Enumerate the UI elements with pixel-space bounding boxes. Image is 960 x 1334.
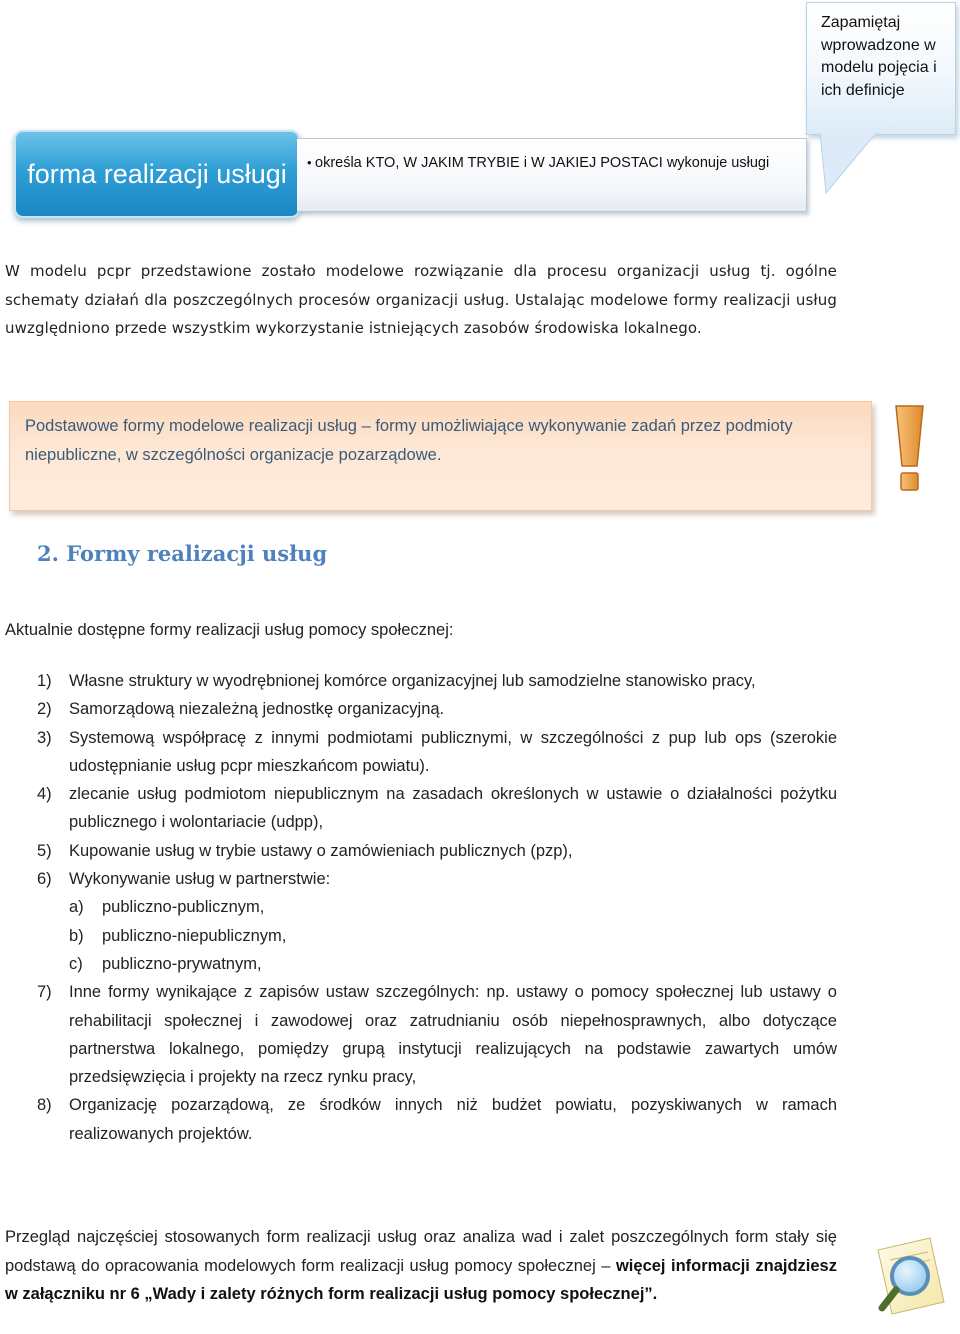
- list-item: 5) Kupowanie usług w trybie ustawy o zamówieniach publicznych (pzp),: [37, 841, 573, 860]
- list-item: 8) Organizację pozarządową, ze środków innych niż budżet powiatu, pozyskiwanych w ramach realizowanych projektów.: [37, 1096, 837, 1143]
- callout-tail-shape: [818, 133, 878, 195]
- sublist-item: b) publiczno-niepublicznym,: [69, 926, 287, 945]
- closing-paragraph: Przegląd najczęściej stosowanych form realizacji usług oraz analiza wad i zalet poszczególnych form stały się podstawą do opracowania modelowych form realizacji usług pomocy społecznej – więcej informacji znajdziesz w załączniku nr 6 „Wady i zalety różnych form realizacji usług pomocy społecznej”.: [5, 1228, 837, 1303]
- definition-term: forma realizacji usługi: [27, 159, 287, 189]
- closing-bold-reference: więcej informacji znajdziesz w załączniku nr 6 „Wady i zalety różnych form realizacji usług pomocy społecznej”.: [5, 1256, 837, 1303]
- definition-description-box: [297, 138, 807, 212]
- sublist-item: a) publiczno-publicznym,: [69, 898, 265, 917]
- section-title: Formy realizacji usług: [66, 541, 328, 566]
- list-item: 2) Samorządową niezależną jednostkę organizacyjną.: [37, 700, 445, 719]
- list-item: 1) Własne struktury w wyodrębnionej komórce organizacyjnej lub samodzielne stanowisko pracy,: [37, 672, 756, 690]
- reminder-callout: [806, 2, 956, 135]
- section-number: 2.: [37, 541, 59, 566]
- list-item: 7) Inne formy wynikające z zapisów ustaw szczególnych: np. ustawy o pomocy społecznej lub ustawy o rehabilitacji społecznej i zawodowej oraz zatrudnianiu osób niepełnosprawnych, albo dotyczące partnerstwa lokalnego, pomiędzy grupą instytucji realizujących na podstawie zawartych umów przedsięwzięcia i projekty na rzecz rynku pracy,: [37, 983, 837, 1087]
- list-item: 3) Systemową współpracę z innymi podmiotami publicznymi, w szczególności z pup lub ops (szerokie udostępnianie usług pcpr mieszkańcom powiatu).: [37, 728, 837, 775]
- magnifier-icon: [870, 1232, 952, 1320]
- bullet-icon: •: [307, 155, 312, 170]
- forms-list: [37, 667, 837, 1148]
- definition-description: określa KTO, W JAKIM TRYBIE i W JAKIEJ POSTACI wykonuje usługi: [315, 155, 770, 171]
- sublist-item: c) publiczno-prywatnym,: [69, 954, 262, 973]
- list-item: 4) zlecanie usług podmiotom niepublicznym na zasadach określonych w ustawie o działalności pożytku publicznego i wolontariacie (udpp),: [37, 785, 837, 832]
- exclamation-icon: [893, 404, 925, 494]
- section-intro: Aktualnie dostępne formy realizacji usług pomocy społecznej:: [5, 621, 454, 639]
- section-heading: [37, 541, 327, 566]
- highlight-note-text: Podstawowe formy modelowe realizacji usług – formy umożliwiające wykonywanie zadań przez podmioty niepubliczne, w szczególności organizacje pozarządowe.: [25, 417, 793, 464]
- list-item: 6) Wykonywanie usług w partnerstwie: a) publiczno-publicznym, b) publiczno-niepublicznym, c) publiczno-prywatnym,: [37, 865, 837, 978]
- callout-text: Zapamiętaj wprowadzone w modelu pojęcia i ich definicje: [821, 14, 937, 99]
- partnership-sublist: [69, 893, 837, 978]
- highlight-note-box: [9, 401, 872, 511]
- definition-term-box: [14, 130, 300, 218]
- intro-paragraph: W modelu pcpr przedstawione zostało modelowe rozwiązanie dla procesu organizacji usług tj. ogólne schematy działań dla poszczególnych procesów organizacji usług. Ustalając modelowe formy realizacji usług uwzględniono przede wszystkim wykorzystanie istniejących zasobów środowiska lokalnego.: [5, 262, 837, 337]
